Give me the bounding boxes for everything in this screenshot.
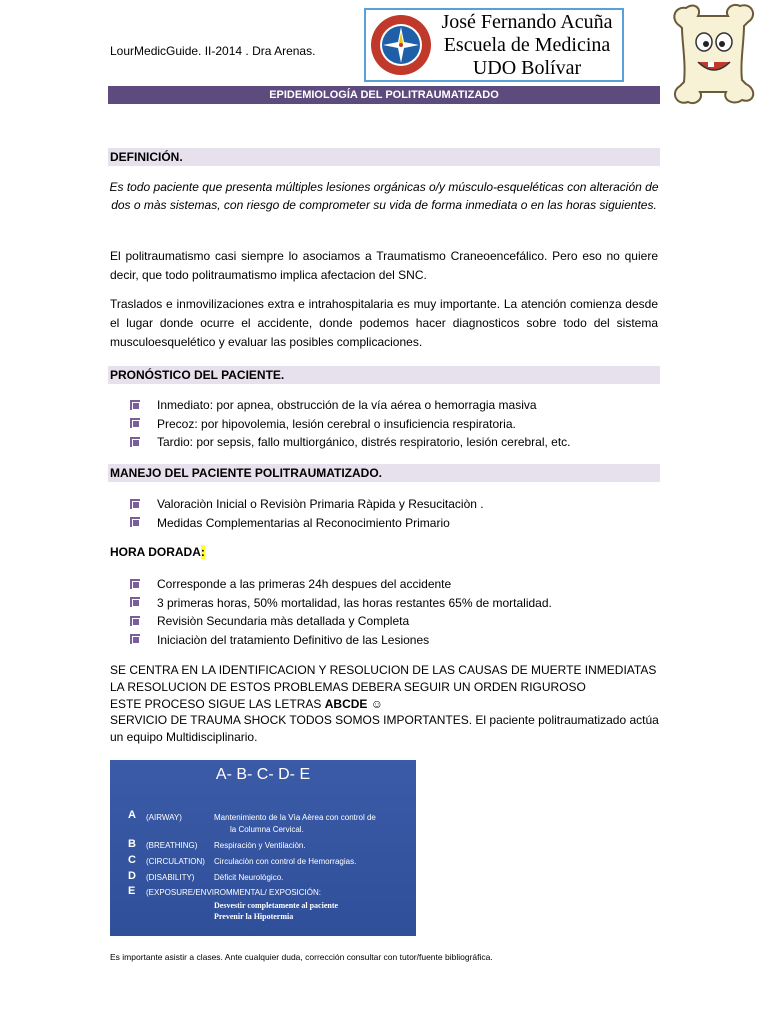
abcde-code: (EXPOSURE/ENVIROMMENTAL/ EXPOSICIÓN: bbox=[146, 888, 321, 897]
header-author-line: LourMedicGuide. II-2014 . Dra Arenas. bbox=[110, 44, 316, 58]
abcde-letter: E bbox=[128, 885, 136, 897]
school-logo-box bbox=[364, 8, 624, 82]
bullet-icon bbox=[130, 597, 143, 608]
school-name bbox=[432, 11, 622, 80]
abcde-code: (CIRCULATION) bbox=[146, 857, 205, 866]
bullet-icon bbox=[130, 579, 143, 590]
list-item: Medidas Complementarias al Reconocimiento Primario bbox=[130, 514, 484, 533]
bullet-icon bbox=[130, 418, 143, 429]
abcde-code: (BREATHING) bbox=[146, 841, 198, 850]
abcde-desc: Respiraciòn y Ventilaciòn. bbox=[214, 841, 306, 850]
abcde-letter: D bbox=[128, 870, 136, 882]
abcde-desc-cont: la Columna Cervical. bbox=[230, 825, 304, 834]
list-item: Tardio: por sepsis, fallo multiorgánico, distrés respiratorio, lesión cerebral, etc. bbox=[130, 433, 571, 452]
logo-line-3: UDO Bolívar bbox=[472, 56, 582, 79]
section-manejo: MANEJO DEL PACIENTE POLITRAUMATIZADO. bbox=[108, 464, 660, 482]
bullet-icon bbox=[130, 634, 143, 645]
university-seal-icon bbox=[370, 14, 432, 76]
bullet-icon bbox=[130, 437, 143, 448]
abcde-slide bbox=[110, 760, 416, 936]
logo-line-1: José Fernando Acuña bbox=[441, 10, 613, 33]
abcde-title: A- B- C- D- E bbox=[215, 766, 311, 783]
list-item: Inmediato: por apnea, obstrucción de la vía aérea o hemorragia masiva bbox=[130, 396, 571, 415]
key-point-4: SERVICIO DE TRAUMA SHOCK TODOS SOMOS IMPORTANTES. El paciente politraumatizado actúa un equipo Multidisciplinario. bbox=[110, 713, 659, 745]
key-point-1: SE CENTRA EN LA IDENTIFICACION Y RESOLUCION DE LAS CAUSAS DE MUERTE INMEDIATAS bbox=[110, 663, 657, 677]
highlighted-colon: : bbox=[200, 545, 205, 559]
abcde-desc-cont: Prevenir la Hipotermia bbox=[214, 912, 294, 921]
bullet-icon bbox=[130, 400, 143, 411]
abcde-desc: Mantenimiento de la Vìa Aèrea con control de bbox=[214, 813, 376, 822]
key-point-2: LA RESOLUCION DE ESTOS PROBLEMAS DEBERA SEGUIR UN ORDEN RIGUROSO bbox=[110, 679, 586, 694]
section-definicion: DEFINICIÓN. bbox=[108, 148, 660, 166]
abcde-code: (DISABILITY) bbox=[146, 873, 195, 882]
footer-note: Es importante asistir a clases. Ante cualquier duda, corrección consultar con tutor/fuente bibliográfica. bbox=[110, 952, 493, 962]
bone-mascot-icon bbox=[668, 2, 760, 106]
definition-paragraph-1: El politraumatismo casi siempre lo asociamos a Traumatismo Craneoencefálico. Pero eso no quiere decir, que todo politraumatismo implica afectacion del SNC. bbox=[110, 249, 658, 282]
logo-line-2: Escuela de Medicina bbox=[443, 33, 611, 56]
key-points-block bbox=[110, 662, 670, 746]
page-title-banner: EPIDEMIOLOGÍA DEL POLITRAUMATIZADO bbox=[108, 86, 660, 104]
abcde-code: (AIRWAY) bbox=[146, 813, 182, 822]
list-item: Corresponde a las primeras 24h despues del accidente bbox=[130, 575, 552, 594]
hora-dorada-heading: HORA DORADA: bbox=[110, 545, 205, 559]
bullet-icon bbox=[130, 517, 143, 528]
bullet-icon bbox=[130, 499, 143, 510]
list-item: Precoz: por hipovolemia, lesión cerebral o insuficiencia respiratoria. bbox=[130, 415, 571, 434]
abcde-desc: Desvestir completamente al paciente bbox=[214, 901, 339, 910]
list-item: Iniciaciòn del tratamiento Definitivo de las Lesiones bbox=[130, 631, 552, 650]
bullet-icon bbox=[130, 616, 143, 627]
abcde-desc: Dèficit Neurològico. bbox=[214, 873, 284, 882]
list-item: Valoraciòn Inicial o Revisiòn Primaria Ràpida y Resucitaciòn . bbox=[130, 495, 484, 514]
abcde-letter: B bbox=[128, 838, 136, 850]
section-pronostico: PRONÓSTICO DEL PACIENTE. bbox=[108, 366, 660, 384]
abcde-letter: C bbox=[128, 854, 136, 866]
key-point-3: ESTE PROCESO SIGUE LAS LETRAS ABCDE ☺ bbox=[110, 696, 383, 711]
abcde-desc: Circulaciòn con control de Hemorragias. bbox=[214, 857, 357, 866]
list-item: Revisiòn Secundaria màs detallada y Completa bbox=[130, 612, 552, 631]
definition-paragraph-2: Traslados e inmovilizaciones extra e intrahospitalaria es muy importante. La atención comienza desde el lugar donde ocurre el accidente, donde podemos hacer diagnosticos sobre todo del sistema musculoesquelético y evaluar las posibles complicaciones. bbox=[110, 297, 658, 349]
definition-quote: Es todo paciente que presenta múltiples lesiones orgánicas o/y músculo-esqueléticas con alteración de dos o màs sistemas, con riesgo de comprometer su vida de forma inmediata o en las horas siguientes. bbox=[109, 180, 659, 212]
abcde-letter: A bbox=[128, 809, 136, 821]
hora-dorada-list bbox=[130, 575, 552, 649]
list-item: 3 primeras horas, 50% mortalidad, las horas restantes 65% de mortalidad. bbox=[130, 594, 552, 613]
pronostico-list bbox=[130, 396, 571, 452]
manejo-list bbox=[130, 495, 484, 532]
